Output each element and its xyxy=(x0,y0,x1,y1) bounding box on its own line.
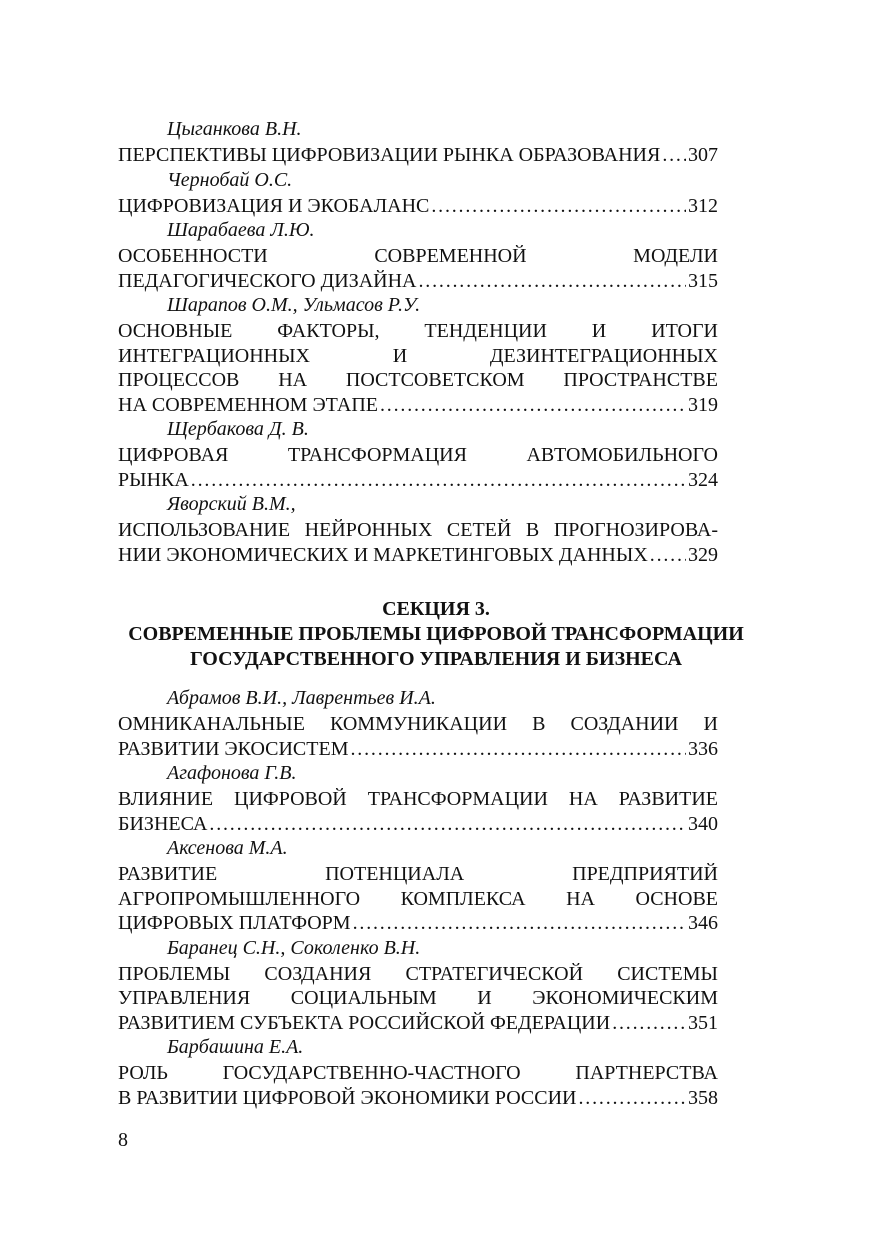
toc-entry-title-line: РОЛЬ ГОСУДАРСТВЕННО-ЧАСТНОГО ПАРТНЕРСТВА xyxy=(118,1062,718,1084)
toc-entry-author: Абрамов В.И., Лаврентьев И.А. xyxy=(167,687,436,709)
toc-entry-title-line: ИСПОЛЬЗОВАНИЕ НЕЙРОННЫХ СЕТЕЙ В ПРОГНОЗИРОВА- xyxy=(118,519,718,541)
toc-entry-author: Аксенова М.А. xyxy=(167,837,288,859)
toc-entry-page-number: 351 xyxy=(688,1011,718,1034)
toc-entry-last-line xyxy=(118,1086,718,1111)
toc-entry-page-number: 312 xyxy=(688,194,718,217)
dot-leader xyxy=(353,911,686,936)
toc-entry-title-line: РАЗВИТИЕ ПОТЕНЦИАЛА ПРЕДПРИЯТИЙ xyxy=(118,863,718,885)
dot-leader xyxy=(351,737,687,762)
toc-entry-title-line: ЦИФРОВЫХ ПЛАТФОРМ xyxy=(118,912,351,934)
section-heading xyxy=(118,597,754,672)
section-title-line: СОВРЕМЕННЫЕ ПРОБЛЕМЫ ЦИФРОВОЙ ТРАНСФОРМАЦИИ xyxy=(128,623,744,645)
toc-entry-author: Баранец С.Н., Соколенко В.Н. xyxy=(167,936,421,959)
toc-entry-title-line: РЫНКА xyxy=(118,468,189,491)
dot-leader xyxy=(662,143,686,168)
dot-leader xyxy=(579,1086,687,1111)
toc-entry-title-line: В РАЗВИТИИ ЦИФРОВОЙ ЭКОНОМИКИ РОССИИ xyxy=(118,1086,577,1109)
toc-entry-title-line: ИНТЕГРАЦИОННЫХ И ДЕЗИНТЕГРАЦИОННЫХ xyxy=(118,344,718,367)
section-label: СЕКЦИЯ 3. xyxy=(382,598,490,620)
toc-entry-title-line: ПРОЦЕССОВ НА ПОСТСОВЕТСКОМ ПРОСТРАНСТВЕ xyxy=(118,369,718,391)
toc-entry xyxy=(118,117,718,168)
toc-entry-last-line xyxy=(118,543,718,568)
toc-entry-page-number: 307 xyxy=(688,144,718,166)
toc-entry xyxy=(118,417,718,492)
toc-entry-page-number: 346 xyxy=(688,912,718,934)
toc-entry-last-line xyxy=(118,143,718,168)
toc-entry-title-line: ЦИФРОВАЯ ТРАНСФОРМАЦИЯ АВТОМОБИЛЬНОГО xyxy=(118,444,718,466)
toc-entry-page-number: 315 xyxy=(688,269,718,292)
toc-entry xyxy=(118,936,718,1036)
dot-leader xyxy=(431,194,686,219)
toc-entry xyxy=(118,293,718,417)
toc-entry-title-line: РАЗВИТИИ ЭКОСИСТЕМ xyxy=(118,737,349,760)
toc-entry-author: Яворский В.М., xyxy=(167,493,296,515)
toc-entry-last-line xyxy=(118,737,718,762)
toc-entry-page-number: 336 xyxy=(688,737,718,760)
toc-entry-last-line xyxy=(118,911,718,936)
toc-entry-title-line: АГРОПРОМЫШЛЕННОГО КОМПЛЕКСА НА ОСНОВЕ xyxy=(118,887,718,910)
toc-entry-author: Барбашина Е.А. xyxy=(167,1036,304,1058)
toc-entry-last-line xyxy=(118,393,718,418)
toc-entry xyxy=(118,686,718,761)
toc-entry-author: Чернобай О.С. xyxy=(167,168,293,191)
toc-entry xyxy=(118,218,718,293)
dot-leader xyxy=(191,468,686,493)
toc-entry-title-line: БИЗНЕСА xyxy=(118,812,208,835)
toc-entry xyxy=(118,836,718,936)
toc-entry-title-line: ОСНОВНЫЕ ФАКТОРЫ, ТЕНДЕНЦИИ И ИТОГИ xyxy=(118,320,718,342)
toc-list-before xyxy=(118,117,718,567)
toc-entry xyxy=(118,168,718,219)
toc-entry-title-line: ПЕДАГОГИЧЕСКОГО ДИЗАЙНА xyxy=(118,269,417,292)
toc-entry-page-number: 340 xyxy=(688,812,718,835)
toc-entry-author: Агафонова Г.В. xyxy=(167,762,297,784)
toc-entry-title-line: УПРАВЛЕНИЯ СОЦИАЛЬНЫМ И ЭКОНОМИЧЕСКИМ xyxy=(118,987,718,1009)
toc-entry-title-line: ПРОБЛЕМЫ СОЗДАНИЯ СТРАТЕГИЧЕСКОЙ СИСТЕМЫ xyxy=(118,962,718,985)
table-of-contents-page xyxy=(118,117,754,1110)
page-number: 8 xyxy=(118,1129,128,1151)
dot-leader xyxy=(209,812,686,837)
toc-entry xyxy=(118,761,718,836)
dot-leader xyxy=(612,1011,686,1036)
toc-entry-last-line xyxy=(118,468,718,493)
toc-entry-title-line: НИИ ЭКОНОМИЧЕСКИХ И МАРКЕТИНГОВЫХ ДАННЫХ xyxy=(118,543,648,566)
dot-leader xyxy=(650,543,686,568)
toc-list-after xyxy=(118,686,718,1110)
toc-entry-page-number: 329 xyxy=(688,543,718,566)
toc-entry-author: Цыганкова В.Н. xyxy=(167,118,302,140)
toc-entry-page-number: 358 xyxy=(688,1086,718,1109)
toc-entry-last-line xyxy=(118,269,718,294)
dot-leader xyxy=(380,393,686,418)
dot-leader xyxy=(419,269,687,294)
toc-entry-title-line: ОСОБЕННОСТИ СОВРЕМЕННОЙ МОДЕЛИ xyxy=(118,245,718,267)
toc-entry-last-line xyxy=(118,812,718,837)
toc-entry-page-number: 319 xyxy=(688,393,718,416)
toc-entry-title-line: ПЕРСПЕКТИВЫ ЦИФРОВИЗАЦИИ РЫНКА ОБРАЗОВАНИЯ xyxy=(118,144,661,166)
toc-entry-last-line xyxy=(118,1011,718,1036)
toc-entry-author: Шарабаева Л.Ю. xyxy=(167,219,315,241)
toc-entry-title-line: НА СОВРЕМЕННОМ ЭТАПЕ xyxy=(118,393,378,416)
toc-entry-title-line: ВЛИЯНИЕ ЦИФРОВОЙ ТРАНСФОРМАЦИИ НА РАЗВИТИЕ xyxy=(118,788,718,810)
toc-entry xyxy=(118,1035,718,1110)
toc-entry-title-line: ЦИФРОВИЗАЦИЯ И ЭКОБАЛАНС xyxy=(118,194,430,217)
toc-entry xyxy=(118,492,718,567)
toc-entry-title-line: ОМНИКАНАЛЬНЫЕ КОММУНИКАЦИИ В СОЗДАНИИ И xyxy=(118,713,718,735)
section-title-line: ГОСУДАРСТВЕННОГО УПРАВЛЕНИЯ И БИЗНЕСА xyxy=(190,648,682,670)
toc-entry-title-line: РАЗВИТИЕМ СУБЪЕКТА РОССИЙСКОЙ ФЕДЕРАЦИИ xyxy=(118,1011,611,1034)
toc-entry-last-line xyxy=(118,194,718,219)
toc-entry-author: Шарапов О.М., Ульмасов Р.У. xyxy=(167,294,421,316)
toc-entry-page-number: 324 xyxy=(688,468,718,491)
toc-entry-author: Щербакова Д. В. xyxy=(167,418,309,440)
